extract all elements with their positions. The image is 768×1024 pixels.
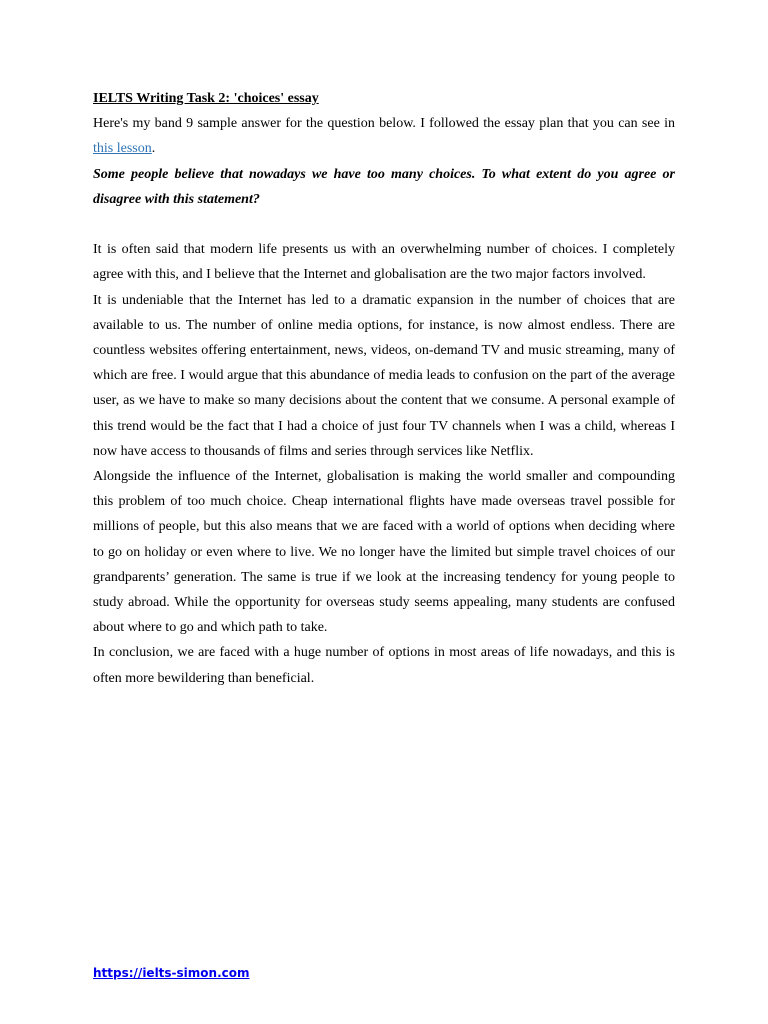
footer-website-link[interactable]: https://ielts-simon.com <box>93 966 250 980</box>
document-body <box>93 86 675 691</box>
page-footer <box>93 964 250 982</box>
intro-paragraph <box>93 111 675 161</box>
document-title: IELTS Writing Task 2: 'choices' essay <box>93 91 319 106</box>
essay-paragraph-introduction: It is often said that modern life presents us with an overwhelming number of choices. I completely agree with this, and I believe that the Internet and globalisation are the two major factors involved. <box>93 242 675 283</box>
essay-paragraph-conclusion: In conclusion, we are faced with a huge number of options in most areas of life nowadays, and this is often more bewildering than beneficial. <box>93 645 675 686</box>
essay-paragraph-internet: It is undeniable that the Internet has led to a dramatic expansion in the number of choices that are available to us. The number of online media options, for instance, is now almost endless. There are countless websites offering entertainment, news, videos, on-demand TV and music streaming, many of which are free. I would argue that this abundance of media leads to confusion on the part of the average user, as we have to make so many decisions about the content that we consume. A personal example of this trend would be the fact that I had a choice of just four TV channels when I was a child, whereas I now have access to thousands of films and series through services like Netflix. <box>93 292 675 459</box>
essay-paragraph-globalisation: Alongside the influence of the Internet, globalisation is making the world smaller and compounding this problem of too much choice. Cheap international flights have made overseas travel possible for millions of people, but this also means that we are faced with a world of options when deciding where to go on holiday or even where to live. We no longer have the limited but simple travel choices of our grandparents’ generation. The same is true if we look at the increasing tendency for young people to study abroad. While the opportunity for overseas study seems appealing, many students are confused about where to go and which path to take. <box>93 469 675 636</box>
blank-line <box>93 212 675 237</box>
intro-text: Here's my band 9 sample answer for the question below. I followed the essay plan that you can see in <box>93 116 675 132</box>
intro-end: . <box>151 141 156 157</box>
essay-question: Some people believe that nowadays we have too many choices. To what extent do you agree or disagree with this statement? <box>93 166 675 207</box>
lesson-link[interactable]: this lesson <box>93 141 152 157</box>
